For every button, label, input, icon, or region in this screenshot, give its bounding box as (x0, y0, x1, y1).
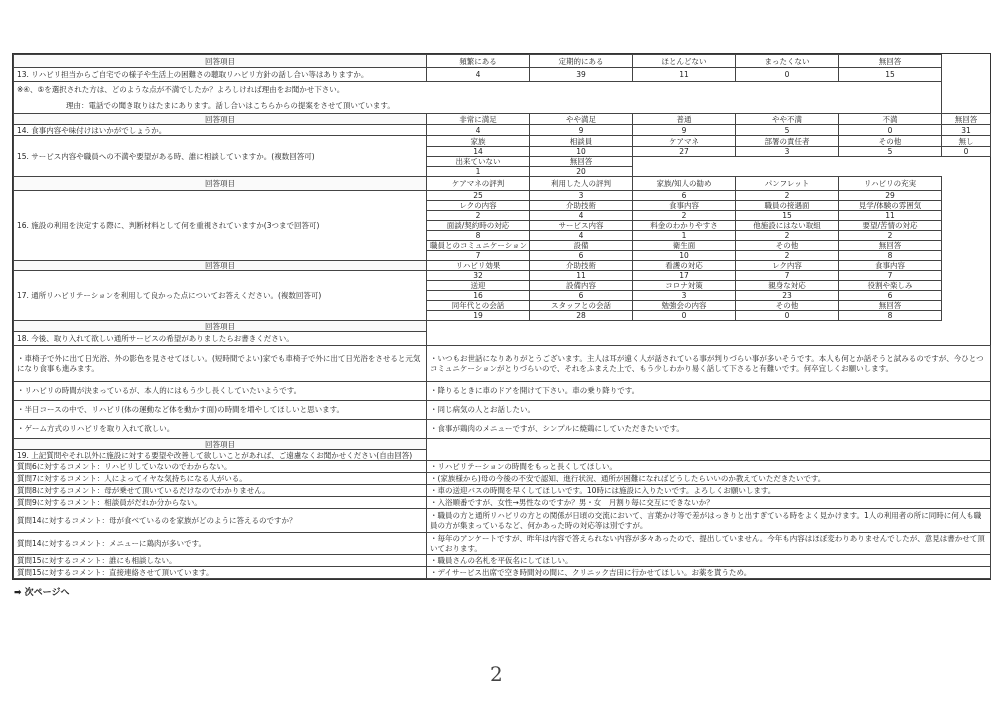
q17-value: 8 (839, 311, 942, 321)
q14-value: 9 (530, 125, 633, 136)
q17-label: レク内容 (736, 261, 839, 271)
q18-comment: ・リハビリの時間が決まっているが、本人的にはもう少し長くしていたいようです。 (14, 382, 427, 401)
q17-label: 役割や楽しみ (839, 281, 942, 291)
q13-col: まったくない (736, 55, 839, 68)
q17-label: その他 (736, 301, 839, 311)
q13-header: 回答項目 (14, 55, 427, 68)
q17-value: 11 (530, 271, 633, 281)
q13-question: 13. リハビリ担当からご自宅での様子や生活上の困難さの聴取リハビリ方針の話し合い等はありますか。 (14, 68, 427, 82)
q18-question-row (14, 332, 991, 346)
q17-value: 28 (530, 311, 633, 321)
q18-header-row (14, 321, 991, 332)
q19-comment: ・毎年のアンケートですが、昨年は内容で答えられない内容が多々あったので、提出していません。今年も内容はほぼ変わりありませんでしたが、意見は書かせて頂いております。 (427, 533, 991, 555)
q15-value: 14 (427, 147, 530, 157)
q16-label: 職員とのコミュニケーション (427, 241, 530, 251)
q17-value: 6 (530, 291, 633, 301)
q14-value: 5 (736, 125, 839, 136)
q13-reason: 理由：電話での聞き取りはたまにあります。話し合いはこちらからの提案をさせて頂いています。 (14, 98, 942, 114)
q13-value: 0 (736, 68, 839, 82)
q19-comment: 質問7に対するコメント：人によってイヤな気持ちになる人がいる。 (14, 473, 427, 485)
q14-value: 0 (839, 125, 942, 136)
q16-value: 6 (530, 251, 633, 261)
q16-label: レクの内容 (427, 201, 530, 211)
q18-comment-row (14, 401, 991, 420)
q17-label: 看護の対応 (633, 261, 736, 271)
q17-label: リハビリ効果 (427, 261, 530, 271)
q15-value: 10 (530, 147, 633, 157)
q14-col: 普通 (633, 114, 736, 125)
q15-label: 無し (942, 136, 991, 147)
q19-comment-row (14, 509, 991, 533)
q14-question: 14. 食事内容や味付けはいかがでしょうか。 (14, 125, 427, 136)
q16-label: その他 (736, 241, 839, 251)
q18-comment: ・降りるときに車のドアを開けて下さい。車の乗り降りです。 (427, 382, 991, 401)
q18-comment: ・いつもお世話になりありがとうございます。主人は耳が遠く人が話されている事が判りづらい事が多いそうです。本人も何とか話そうと試みるのですが、今ひとつコミュニケーションがとりづらいので、それをふまえた上で、もう少しわかり易く話して下さると有難いです。何卒宜しくお願いします。 (427, 346, 991, 382)
q14-header-row (14, 114, 991, 125)
q19-header: 回答項目 (14, 439, 427, 450)
q19-comment-row (14, 461, 991, 473)
q19-comment: 質問6に対するコメント：リハビリしていないのでわからない。 (14, 461, 427, 473)
q19-comment-row (14, 473, 991, 485)
q13-value: 15 (839, 68, 942, 82)
q19-comment: ・(家族様から)母の今後の不安で認知、進行状況、通所が困難になればどうしたらいいのか教えていただきたいです。 (427, 473, 991, 485)
q16-col: パンフレット (736, 177, 839, 191)
survey-table (13, 54, 991, 579)
q14-value: 31 (942, 125, 991, 136)
q16-label: 見学/体験の雰囲気 (839, 201, 942, 211)
q19-comment: ・リハビリテーションの時間をもっと長くしてほしい。 (427, 461, 991, 473)
q17-value: 23 (736, 291, 839, 301)
q18-question: 18. 今後、取り入れて欲しい通所サービスの希望がありましたらお書きください。 (14, 332, 427, 346)
q16-value: 15 (736, 211, 839, 221)
q19-comment-row (14, 567, 991, 579)
q16-label: 面談/契約時の対応 (427, 221, 530, 231)
q19-header-row (14, 439, 991, 450)
q16-header-row (14, 177, 991, 191)
q16-label: 料金のわかりやすさ (633, 221, 736, 231)
q13-value: 11 (633, 68, 736, 82)
q19-comment: ・車の送迎バスの時間を早くしてほしいです。10時には施設に入りたいです。よろしくお願いします。 (427, 485, 991, 497)
q17-value: 16 (427, 291, 530, 301)
q16-label: 他施設にはない取組 (736, 221, 839, 231)
q19-comment-row (14, 497, 991, 509)
q17-label: 無回答 (839, 301, 942, 311)
q17-value: 17 (633, 271, 736, 281)
q16-col: ケアマネの評判 (427, 177, 530, 191)
q14-value: 4 (427, 125, 530, 136)
q16-value: 4 (530, 211, 633, 221)
q16-value: 6 (633, 191, 736, 201)
q13-col: 頻繁にある (427, 55, 530, 68)
q19-comment: 質問9に対するコメント：相談員がだれか分からない。 (14, 497, 427, 509)
q16-label: 介助技術 (530, 201, 633, 211)
q18-comment: ・同じ病気の人とお話したい。 (427, 401, 991, 420)
q16-label: 要望/苦情の対応 (839, 221, 942, 231)
q14-col: 非常に満足 (427, 114, 530, 125)
q17-label: コロナ対策 (633, 281, 736, 291)
q18-comment: ・食事が鶏肉のメニューですが、シンプルに焼鶏にしていただきたいです。 (427, 420, 991, 439)
q19-comment: 質問14に対するコメント：母が食べているのを家族がどのように答えるのですか？ (14, 509, 427, 533)
q19-comment: ・デイサービス出席で空き時間対の間に、クリニック吉田に行かせてほしい。お薬を貰うため。 (427, 567, 991, 579)
q16-col: 家族/知人の勧め (633, 177, 736, 191)
q15-label: その他 (839, 136, 942, 147)
q17-row (14, 261, 991, 271)
q18-header: 回答項目 (14, 321, 427, 332)
q19-comment: 質問15に対するコメント：直接連絡させて頂いています。 (14, 567, 427, 579)
q16-label: 無回答 (839, 241, 942, 251)
q18-comment-row (14, 382, 991, 401)
q13-col: 定期的にある (530, 55, 633, 68)
q19-question: 19. 上記質問やそれ以外に施設に対する要望や改善して欲しいことがあれば、ご遠慮なくお聞かせください(自由回答) (14, 450, 427, 461)
q14-col: やや不満 (736, 114, 839, 125)
q13-row (14, 68, 991, 82)
q15-value: 27 (633, 147, 736, 157)
q17-label: 設備内容 (530, 281, 633, 291)
q15-value: 1 (427, 167, 530, 177)
q17-label: スタッフとの会話 (530, 301, 633, 311)
q19-comment: 質問8に対するコメント：母が乗せて頂いているだけなのでわかりません。 (14, 485, 427, 497)
q16-value: 3 (530, 191, 633, 201)
q15-question: 15. サービス内容や職員への不満や要望がある時、誰に相談していますか。(複数回答可) (14, 136, 427, 177)
q17-header: 回答項目 (14, 261, 427, 271)
q19-comment: 質問15に対するコメント：誰にも相談しない。 (14, 555, 427, 567)
q17-label: 勉強会の内容 (633, 301, 736, 311)
q15-value: 20 (530, 167, 633, 177)
q17-label: 介助技術 (530, 261, 633, 271)
q17-value: 32 (427, 271, 530, 281)
q17-label: 食事内容 (839, 261, 942, 271)
q14-col: 無回答 (942, 114, 991, 125)
q16-value: 1 (633, 231, 736, 241)
q14-col: 不満 (839, 114, 942, 125)
q18-comment: ・半日コースの中で、リハビリ(体の運動など体を動かす面)の時間を増やしてほしいと思います。 (14, 401, 427, 420)
q15-label: ケアマネ (633, 136, 736, 147)
q16-value: 2 (633, 211, 736, 221)
q17-label: 親身な対応 (736, 281, 839, 291)
q15-value: 3 (736, 147, 839, 157)
q16-value: 7 (427, 251, 530, 261)
q17-value: 7 (839, 271, 942, 281)
q16-row (14, 191, 991, 201)
q13-reason-row (14, 98, 991, 114)
q16-value: 8 (839, 251, 942, 261)
q16-value: 25 (427, 191, 530, 201)
q16-value: 2 (736, 231, 839, 241)
q19-comment-row (14, 533, 991, 555)
q17-question: 17. 通所リハビリテーションを利用して良かった点についてお答えください。(複数回答可) (14, 271, 427, 321)
q14-col: やや満足 (530, 114, 633, 125)
q16-label: サービス内容 (530, 221, 633, 231)
q15-label: 無回答 (530, 157, 633, 167)
q19-comment: 質問14に対するコメント：メニューに鶏肉が多いです。 (14, 533, 427, 555)
q17-value: 19 (427, 311, 530, 321)
q16-value: 4 (530, 231, 633, 241)
q17-label: 同年代との会話 (427, 301, 530, 311)
q13-note-row (14, 82, 991, 98)
q15-label: 家族 (427, 136, 530, 147)
q16-value: 2 (736, 251, 839, 261)
next-page-link[interactable]: ➡ 次ページへ (14, 588, 70, 598)
q13-value: 4 (427, 68, 530, 82)
q16-header: 回答項目 (14, 177, 427, 191)
q17-label: 送迎 (427, 281, 530, 291)
q13-col: ほとんどない (633, 55, 736, 68)
q19-comment: ・職員の方と通所リハビリの方との関係が日頃の交流において、言葉かけ等で差がはっきりと出すぎている時をよく見かけます。1人の利用者の所に同時に何人も職員の方が集まっているなど、何かあった時の対応等は別ですが。 (427, 509, 991, 533)
q15-value: 5 (839, 147, 942, 157)
q15-label: 相談員 (530, 136, 633, 147)
q17-value: 0 (633, 311, 736, 321)
q17-value: 3 (633, 291, 736, 301)
q16-label: 衛生面 (633, 241, 736, 251)
q15-row (14, 136, 991, 147)
q16-value: 2 (427, 211, 530, 221)
q19-comment: ・職員さんの名札を平仮名にしてほしい。 (427, 555, 991, 567)
q19-comment-row (14, 555, 991, 567)
q15-label: 部署の責任者 (736, 136, 839, 147)
q17-value: 0 (736, 311, 839, 321)
q15-value: 0 (942, 147, 991, 157)
q19-question-row (14, 450, 991, 461)
q18-comment: ・ゲーム方式のリハビリを取り入れて欲しい。 (14, 420, 427, 439)
q18-comment-row (14, 420, 991, 439)
q17-row (14, 271, 991, 281)
q14-value: 9 (633, 125, 736, 136)
q19-comment: ・入浴順番ですが、女性→男性なのですか？男・女 月割り毎に交互にできないか？ (427, 497, 991, 509)
q16-label: 食事内容 (633, 201, 736, 211)
q17-value: 6 (839, 291, 942, 301)
q16-value: 2 (736, 191, 839, 201)
q16-value: 10 (633, 251, 736, 261)
q16-value: 2 (839, 231, 942, 241)
q18-comment: ・車椅子で外に出て日光浴、外の影色を見させてほしい。(短時間でよい)家でも車椅子で外に出て日光浴をさせると元気になり食事も進みます。 (14, 346, 427, 382)
q14-header: 回答項目 (14, 114, 427, 125)
q16-value: 29 (839, 191, 942, 201)
q13-value: 39 (530, 68, 633, 82)
q13-note: ※④、⑤を選択された方は、どのような点が不満でしたか？よろしければ理由をお聞かせ下さい。 (14, 82, 942, 98)
q16-label: 設備 (530, 241, 633, 251)
q13-col: 無回答 (839, 55, 942, 68)
q16-label: 職員の接遇面 (736, 201, 839, 211)
survey-sheet (12, 53, 991, 580)
q16-value: 8 (427, 231, 530, 241)
q16-question: 16. 施設の利用を決定する際に、判断材料として何を重視されていますか(3つまで回答可) (14, 191, 427, 261)
q16-col: リハビリの充実 (839, 177, 942, 191)
q16-col: 利用した人の評判 (530, 177, 633, 191)
q19-comment-row (14, 485, 991, 497)
q15-label: 出来ていない (427, 157, 530, 167)
q17-value: 7 (736, 271, 839, 281)
q14-row (14, 125, 991, 136)
q13-header-row (14, 55, 991, 68)
q16-value: 11 (839, 211, 942, 221)
q18-comment-row (14, 346, 991, 382)
page-number: 2 (490, 662, 503, 686)
